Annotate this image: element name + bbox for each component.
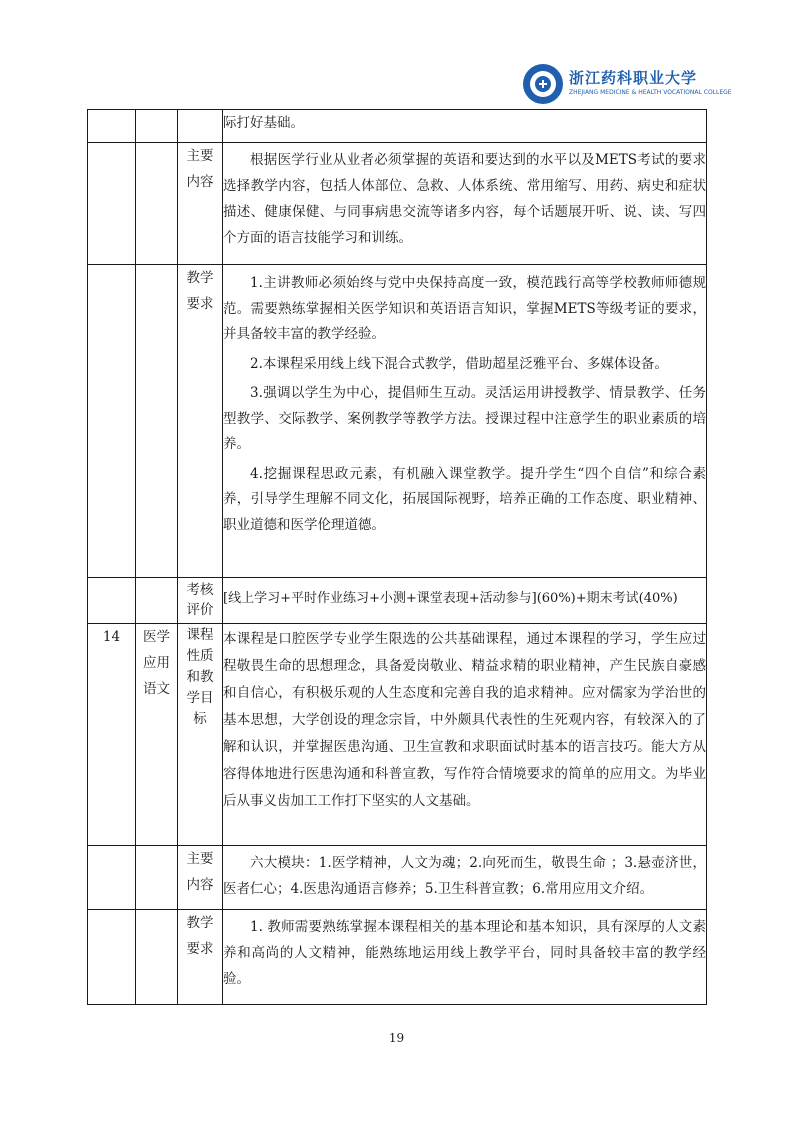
college-logo: [523, 64, 732, 104]
table-row: [88, 910, 707, 1005]
table-row: [88, 846, 707, 910]
college-emblem-icon: [523, 64, 563, 104]
cell-main-content: 根据医学行业从业者必须掌握的英语和要达到的水平以及METS考试的要求选择教学内容，包括人体部位、急救、人体系统、常用缩写、用药、病史和症状描述、健康保健、与同事病患交流等诸多内容，每个话题展开听、说、读、写四个方面的语言技能学习和训练。: [223, 143, 707, 265]
label-main-content: 主要 内容: [178, 846, 223, 910]
table-row: [88, 265, 707, 578]
logo-english-name: ZHEJIANG MEDICINE & HEALTH VOCATIONAL COLLEGE: [569, 89, 732, 96]
course-table: [87, 109, 707, 1005]
cell-main-content: 六大模块：1.医学精神，人文为魂；2.向死而生，敬畏生命 ；3.悬壶济世，医者仁心；4.医患沟通语言修养；5.卫生科普宣教；6.常用应用文介绍。: [223, 846, 707, 910]
cell-course-goal: 本课程是口腔医学专业学生限选的公共基础课程，通过本课程的学习，学生应过程敬畏生命的思想理念，具备爱岗敬业、精益求精的职业精神，产生民族自豪感和自信心，有积极乐观的人生态度和完善自我的追求精神。应对儒家为学治世的基本思想，大学创设的理念宗旨，中外颇具代表性的生死观内容，有较深入的了解和认识，并掌握医患沟通、卫生宣教和求职面试时基本的语言技巧。能大方从容得体地进行医患沟通和科普宣教，写作符合情境要求的简单的应用文。为毕业后从事义齿加工工作打下坚实的人文基础。: [223, 624, 707, 846]
cell-teaching-req: 1. 教师需要熟练掌握本课程相关的基本理论和基本知识，具有深厚的人文素养和高尚的人文精神，能熟练地运用线上教学平台，同时具备较丰富的教学经验。: [223, 910, 707, 1005]
table-row: [88, 143, 707, 265]
label-main-content: 主要 内容: [178, 143, 223, 265]
cell-continuation: 际打好基础。: [223, 110, 707, 143]
label-teaching-req: 教学 要求: [178, 265, 223, 578]
label-course-goal: 课程 性质 和教 学目 标: [178, 624, 223, 846]
page-number: 19: [388, 1031, 405, 1045]
table-row: [88, 624, 707, 846]
label-assessment: 考核 评价: [178, 578, 223, 624]
logo-chinese-name: 浙江药科职业大学: [569, 69, 698, 87]
cell-teaching-req: 1.主讲教师必须始终与党中央保持高度一致，模范践行高等学校教师师德规范。需要熟练掌握相关医学知识和英语语言知识，掌握METS等级考证的要求，并具备较丰富的教学经验。 2.本课程采用线上线下混合式教学，借助超星泛雅平台、多媒体设备。 3.强调以学生为中心，提倡师生互动。灵活运用讲授教学、情景教学、任务型教学、交际教学、案例教学等教学方法。授课过程中注意学生的职业素质的培养。 4.挖掘课程思政元素，有机融入课堂教学。提升学生“四个自信”和综合素养，引导学生理解不同文化，拓展国际视野，培养正确的工作态度、职业精神、职业道德和医学伦理道德。: [223, 265, 707, 578]
course-name: 医学 应用 语文: [136, 624, 178, 846]
label-teaching-req: 教学 要求: [178, 910, 223, 1005]
table-row: [88, 578, 707, 624]
cell-assessment: [线上学习+平时作业练习+小测+课堂表现+活动参与](60%)+期末考试(40%): [223, 578, 707, 624]
table-row: [88, 110, 707, 143]
course-number: 14: [88, 624, 136, 846]
